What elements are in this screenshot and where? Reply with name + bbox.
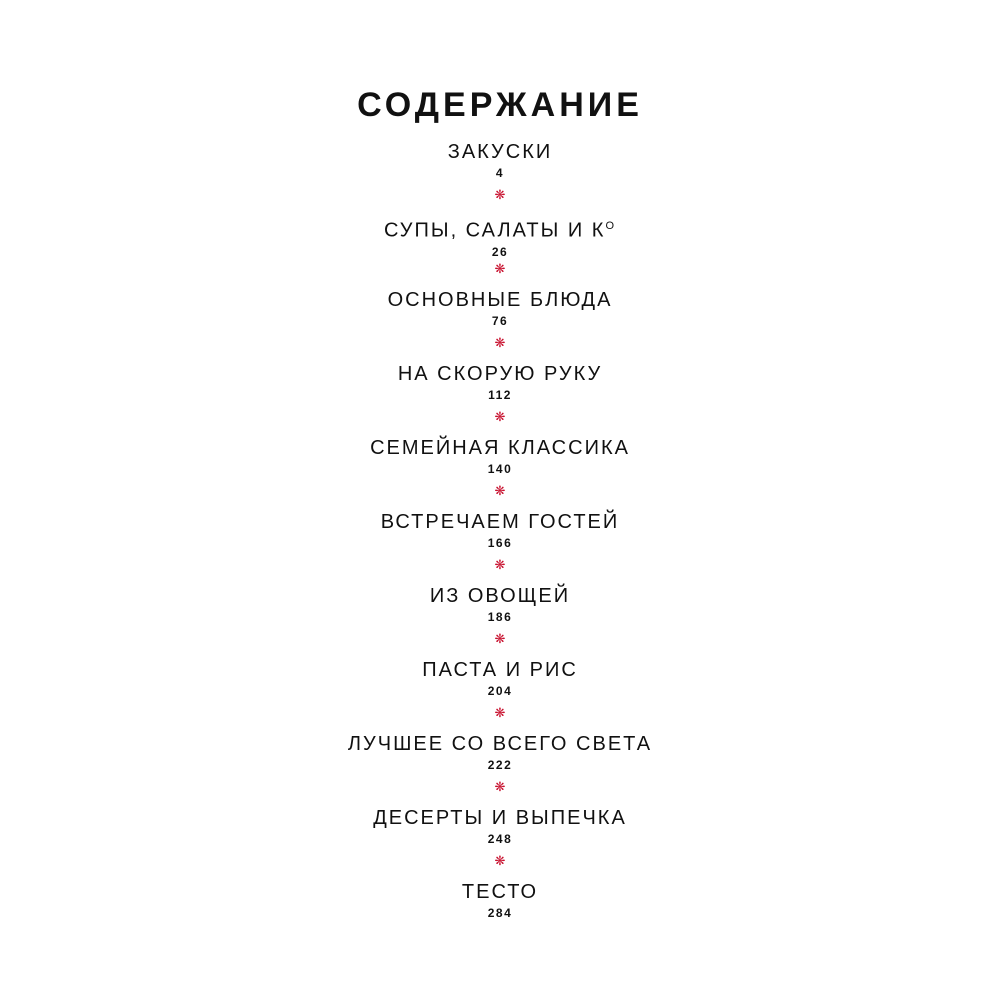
toc-entry-superscript: О xyxy=(605,220,616,232)
toc-entry[interactable] xyxy=(0,730,1000,804)
toc-entry-page-number: 284 xyxy=(487,906,513,920)
ornament-separator-icon: ❋ xyxy=(494,409,506,424)
toc-entry-title-text: ЛУЧШЕЕ СО ВСЕГО СВЕТА xyxy=(347,733,653,755)
ornament-separator-icon: ❋ xyxy=(494,631,506,646)
toc-entry[interactable] xyxy=(0,286,1000,360)
ornament-separator-icon: ❋ xyxy=(494,261,506,276)
toc-entry[interactable] xyxy=(0,212,1000,286)
toc-entry[interactable] xyxy=(0,360,1000,434)
toc-entry-title-text: ЗАКУСКИ xyxy=(447,141,553,163)
page-title: СОДЕРЖАНИЕ xyxy=(357,85,643,124)
toc-entry-page-number: 204 xyxy=(487,684,513,698)
toc-entry-title-text: НА СКОРУЮ РУКУ xyxy=(397,363,603,385)
ornament-separator-icon: ❋ xyxy=(494,483,506,498)
toc-entry-page-number: 4 xyxy=(495,166,505,180)
toc-entry[interactable] xyxy=(0,878,1000,952)
toc-entry-title-text: ВСТРЕЧАЕМ ГОСТЕЙ xyxy=(380,511,620,533)
toc-entry-title xyxy=(0,878,1000,906)
ornament-separator-icon: ❋ xyxy=(494,779,506,794)
toc-entry-page-number: 166 xyxy=(487,536,513,550)
toc-entry-title-text: ДЕСЕРТЫ И ВЫПЕЧКА xyxy=(373,807,627,829)
toc-entry-page-number: 112 xyxy=(488,388,512,402)
ornament-separator-icon: ❋ xyxy=(494,557,506,572)
ornament-separator-icon: ❋ xyxy=(494,853,506,868)
toc-entry-title xyxy=(0,286,1000,314)
toc-entry-title xyxy=(0,138,1000,166)
toc-entry-title xyxy=(0,508,1000,536)
toc-entry[interactable] xyxy=(0,138,1000,212)
toc-entry[interactable] xyxy=(0,508,1000,582)
ornament-separator-icon: ❋ xyxy=(494,187,506,202)
toc-entry-title-text: ПАСТА И РИС xyxy=(422,659,578,681)
toc-entry-title xyxy=(0,434,1000,462)
toc-entry-page-number: 222 xyxy=(487,758,513,772)
toc-entry-title-text: ИЗ ОВОЩЕЙ xyxy=(429,585,571,607)
ornament-separator-icon: ❋ xyxy=(494,335,506,350)
toc-entry-title-text: СЕМЕЙНАЯ КЛАССИКА xyxy=(370,437,630,459)
toc-entry-page-number: 186 xyxy=(487,610,513,624)
toc-entry-title-text: ОСНОВНЫЕ БЛЮДА xyxy=(387,289,613,311)
toc-entry-title-text: ТЕСТО xyxy=(461,881,539,903)
toc-entry-title xyxy=(0,360,1000,388)
toc-entry-page-number: 26 xyxy=(491,244,509,259)
toc-entry-title xyxy=(0,656,1000,684)
toc-entry-title xyxy=(0,212,1000,245)
toc-entry-title xyxy=(0,730,1000,758)
toc-entry-page-number: 76 xyxy=(491,314,509,328)
toc-entry-page-number: 140 xyxy=(487,462,513,476)
toc-entry-title xyxy=(0,804,1000,832)
table-of-contents xyxy=(0,138,1000,952)
ornament-separator-icon: ❋ xyxy=(494,705,506,720)
toc-entry-title-text: СУПЫ, САЛАТЫ И К xyxy=(384,219,606,242)
toc-entry[interactable] xyxy=(0,656,1000,730)
toc-entry[interactable] xyxy=(0,582,1000,656)
toc-entry[interactable] xyxy=(0,804,1000,878)
toc-entry-page-number: 248 xyxy=(487,832,513,846)
toc-entry-title xyxy=(0,582,1000,610)
toc-entry[interactable] xyxy=(0,434,1000,508)
